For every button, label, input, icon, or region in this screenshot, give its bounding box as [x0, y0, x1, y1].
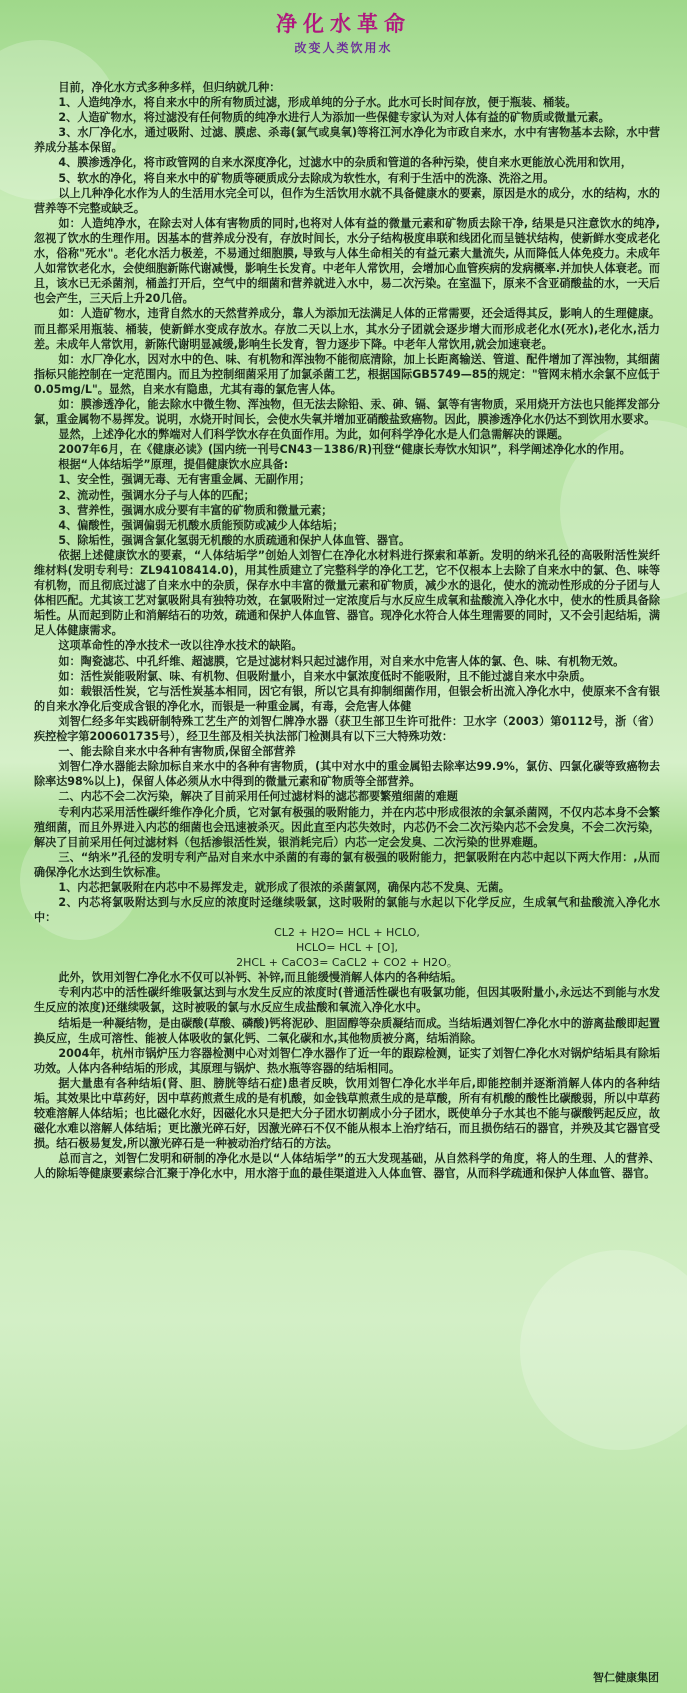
- paragraph: 如：人造矿物水，违背自然水的天然营养成分，靠人为添加无法满足人体的正常需要，还会适得其反，影响人的生理健康。而且都采用瓶装、桶装，使新鲜水变成存放水。存放二天以上水，其水分子团就会逐步增大而形成老化水(死水),老化水,活力差。未成年人常饮用，新陈代谢明显减缓,影响生长发育，智力逐步下降。中老年人常饮用,就会加速衰老。: [34, 307, 660, 351]
- page-title: 净化水革命: [276, 12, 411, 36]
- paragraph: 1、内芯把氯吸附在内芯中不易挥发走，就形成了很浓的杀菌氯网，确保内芯不发臭、无菌。: [58, 880, 510, 894]
- paragraph: 刘智仁净水器能去除加标自来水中的各种有害物质，(其中对水中的重金属铅去除率达99.9%，氯仿、四氯化碳等致癌物去除率达98%以上)，保留人体必须从水中得到的微量元素和矿物质等全部营养。: [34, 760, 660, 789]
- paragraph: 这项革命性的净水技术一改以往净水技术的缺陷。: [58, 639, 303, 653]
- paragraph: 二、内芯不会二次污染，解决了目前采用任何过滤材料的滤芯都要繁殖细菌的难题: [58, 790, 458, 804]
- paragraph: 5、软水的净化，将自来水中的矿物质等硬质成分去除成为软性水，有利于生活中的洗涤、洗浴之用。: [58, 171, 555, 185]
- paragraph: 目前，净化水方式多种多样，但归纳就几种：: [58, 81, 281, 94]
- paragraph: 2、人造矿物水，将过滤没有任何物质的纯净水进行人为添加一些保健专家认为对人体有益的矿物质或微量元素。: [58, 111, 610, 125]
- paragraph: 5、除垢性，强调含氯化氢弱无机酸的水质疏通和保护人体血管、器官。: [58, 533, 411, 547]
- paragraph: 一、能去除自来水中各种有害物质,保留全部营养: [58, 745, 296, 759]
- page-subtitle: 改变人类饮用水: [294, 41, 393, 55]
- paragraph: 3、营养性，强调水成分要有丰富的矿物质和微量元素；: [58, 503, 333, 517]
- bubble-decoration: [520, 1250, 687, 1450]
- paragraph: 如：膜渗透净化，能去除水中微生物、浑浊物，但无法去除铅、汞、砷、镉、氯等有害物质，采用烧开方法也只能挥发部分氯，重金属物不易挥发。说明，水烧开时间长，会使水失氧并增加亚硝酸盐致癌物。因此，膜渗透净化水仍达不到饮用水要求。: [34, 397, 660, 427]
- paragraph: 如：活性炭能吸附氯、味、有机物、但吸附量小，自来水中氯浓度低时不能吸附，且不能过滤自来水中杂质。: [58, 669, 591, 683]
- paragraph: 2007年6月，在《健康必读》(国内统一刊号CN43－1386/R)刊登“健康长寿饮水知识”，科学阐述净化水的作用。: [58, 443, 631, 457]
- paragraph: 4、偏酸性，强调偏弱无机酸水质能预防或减少人体结垢；: [58, 518, 344, 532]
- chemical-equation: HCLO= HCL + [O],: [295, 941, 399, 955]
- paragraph: 刘智仁经多年实践研制特殊工艺生产的刘智仁牌净水器（获卫生部卫生许可批件：卫水字（2003）第0112号，浙（省）疾控检字第200601735号），经卫生部及相关执法部门检测具有以下三大特殊功效：: [34, 714, 660, 744]
- paragraph: 2、流动性，强调水分子与人体的匹配；: [58, 488, 255, 502]
- paragraph: 此外，饮用刘智仁净化水不仅可以补钙、补锌,而且能缓慢消解人体内的各种结垢。: [58, 971, 462, 985]
- paragraph: 根据“人体结垢学”原理，提倡健康饮水应具备:: [58, 458, 289, 472]
- article-body: [34, 80, 660, 1182]
- paragraph: 2、内芯将氯吸附达到与水反应的浓度时迳继续吸氯，这时吸附的氯能与水起以下化学反应，生成氧气和盐酸流入净化水中：: [34, 896, 660, 925]
- paragraph: 专利内芯采用活性碳纤维作净化介质，它对氯有极强的吸附能力，并在内芯中形成很浓的余氯杀菌网，不仅内芯本身不会繁殖细菌，而且外界进入内芯的细菌也会迅速被杀灭。因此直至内芯失效时，内芯仍不会二次污染内芯不会发臭，不会二次污染，解决了目前采用任何过滤材料（包括渗银活性炭，银消耗完后）内芯一定会发臭、二次污染的世界难题。: [34, 805, 660, 849]
- paragraph: 1、安全性，强调无毒、无有害重金属、无副作用；: [58, 473, 311, 487]
- paragraph: 据大量患有各种结垢(肾、胆、膀胱等结石症)患者反映，饮用刘智仁净化水半年后,即能控制并逐渐消解人体内的各种结垢。其效果比中草药好，因中草药煎煮生成的是有机酸，如金钱草煎煮生成的是草酸，所有有机酸的酸性比碳酸弱，所以中草药较难溶解人体结垢；也比磁化水好，因磁化水只是把大分子团水切割成小分子团水，既使单分子水其也不能与碳酸钙起反应，故磁化水难以溶解人体结垢；更比激光碎石好，因激光碎石不仅不能从根本上治疗结石，而且损伤结石的器官，并殃及其它器官受损。结石极易复发,所以激光碎石是一种被动治疗结石的方法。: [34, 1076, 660, 1151]
- paragraph: 2004年，杭州市锅炉压力容器检测中心对刘智仁净水器作了近一年的跟踪检测，证实了刘智仁净化水对锅炉结垢具有除垢功效。人体内各种结垢的形成，其原理与锅炉、热水瓶等容器的结垢相同。: [34, 1046, 660, 1075]
- header: [0, 10, 687, 57]
- paragraph: 专利内芯中的活性碳纤维吸氯达到与水发生反应的浓度时(普通活性碳也有吸氯功能，但因其吸附量小,永远达不到能与水发生反应的浓度)还继续吸氯，这时被吸的氯与水反应生成盐酸和氧流入净化水中。: [34, 986, 660, 1015]
- paragraph: 总而言之，刘智仁发明和研制的净化水是以“人体结垢学”的五大发现基础，从自然科学的角度，将人的生理、人的营养、人的除垢等健康要素综合汇聚于净化水中，用水溶于血的最佳渠道进入人体血管、器官，从而科学疏通和保护人体血管、器官。: [34, 1152, 660, 1181]
- paragraph: 如：水厂净化水，因对水中的色、味、有机物和浑浊物不能彻底清除，加上长距离输送、管道、配件增加了浑浊物，其细菌指标只能控制在一定范围内。而且为控制细菌采用了加氯杀菌工艺，根据国际GB5749—85的规定："管网末梢水余氯不应低于0.05mg/L"。显然，自来水有隐患，尤其有毒的氯危害人体。: [34, 352, 660, 396]
- paragraph: 4、膜渗透净化，将市政管网的自来水深度净化，过滤水中的杂质和管道的各种污染，使自来水更能放心洗用和饮用，: [58, 156, 632, 170]
- paragraph: 如：陶瓷滤芯、中孔纤维、超滤膜，它是过滤材料只起过滤作用，对自来水中危害人体的氯、色、味、有机物无效。: [58, 654, 625, 668]
- paragraph: 依据上述健康饮水的要素，“人体结垢学”创始人刘智仁在净化水材料进行探索和革新。发明的纳米孔径的高吸附活性炭纤维材料(发明专利号：ZL94108414.0)，用其性质建立了完整科学的净化工艺，它不仅根本上去除了自来水中的氯、色、味等有机物，而且彻底过滤了自来水中的杂质，保存水中丰富的微量元素和矿物质，减少水的退化，使水的流动性形成的分子团与人体相匹配。尤其该工艺对氯吸附具有独特功效，在氯吸附过一定浓度后与水反应生成氧和盐酸流入净化水中，使水的性质具备除垢性。从而起到防止和消解结石的功效，疏通和保护人体血管、器官。现净化水符合人体生理需要的同时，又不会引起结垢，满足人体健康需求。: [34, 548, 660, 638]
- equations: [34, 925, 660, 970]
- paragraph: 以上几种净化水作为人的生活用水完全可以，但作为生活饮用水就不具备健康水的要素，原因是水的成分，水的结构，水的营养等不完整或缺乏。: [34, 186, 660, 215]
- chemical-equation: 2HCL + CaCO3= CaCL2 + CO2 + H2O。: [236, 956, 458, 970]
- paragraph: 如：人造纯净水，在除去对人体有害物质的同时,也将对人体有益的微量元素和矿物质去除干净, 结果是只注意饮水的纯净, 忽视了饮水的生理作用。因基本的营养成分没有，存放时间长，水分子结构极度串联和线团化而呈链状结构，使新鲜水变成老化水，俗称"死水"。老化水活力极差，不易通过细胞膜, 导致与人体生命相关的有益元素大量流失, 从而降低人体免疫力。未成年人如常饮老化水，会使细胞新陈代谢减慢，影响生长发育。中老年人常饮用，会增加心血管疾病的发病概率.并加快人体衰老。而且，该水已无杀菌剂，桶盖打开后，空气中的细菌和营养就进入水中，易二次污染。在室温下，原来不含亚硝酸盐的水，一天后也会产生，三天后上升20几倍。: [34, 216, 660, 306]
- article-section-2: [34, 970, 660, 1181]
- footer-company: 智仁健康集团: [593, 1671, 659, 1684]
- paragraph: 1、人造纯净水，将自来水中的所有物质过滤，形成单纯的分子水。此水可长时间存放，便于瓶装、桶装。: [58, 96, 577, 110]
- paragraph: 3、水厂净化水，通过吸附、过滤、膜虑、杀毒(氯气或臭氧)等将江河水净化为市政自来水，水中有害物基本去除，水中营养成分基本保留。: [34, 126, 660, 155]
- paragraph: 显然，上述净化水的弊端对人们科学饮水存在负面作用。为此，如何科学净化水是人们急需解决的课题。: [58, 428, 569, 442]
- chemical-equation: CL2 + H2O= HCL + HCLO,: [274, 926, 420, 940]
- paragraph: 结垢是一种凝结物，是由碳酸(草酸、磷酸)钙将泥砂、胆固醇等杂质凝结而成。当结垢遇刘智仁净化水中的游离盐酸即起置换反应，生成可溶性、能被人体吸收的氯化钙、二氧化碳和水,其他物质被分离，结垢消除。: [34, 1016, 660, 1045]
- paragraph: 如：载银活性炭，它与活性炭基本相同，因它有银，所以它具有抑制细菌作用，但银会析出流入净化水中，使原来不含有银的自来水净化后变成含银的净化水，而银是一种重金属，有毒，会危害人体健: [34, 684, 660, 713]
- paragraph: 三、“纳米”孔径的发明专利产品对自来水中杀菌的有毒的氯有极强的吸附能力，把氯吸附在内芯中起以下两大作用：,从而确保净化水达到生饮标准。: [34, 850, 660, 879]
- article-section-1: [34, 80, 660, 925]
